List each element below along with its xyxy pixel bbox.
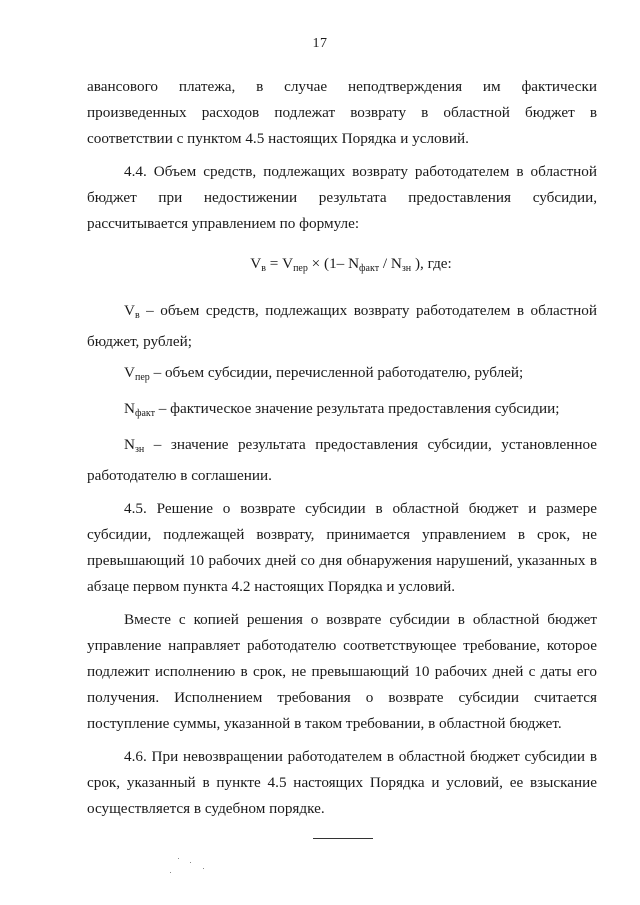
- definition-vper: $V_{пер}$ – объем субсидии, перечисленной работодателю, рублей;: [124, 364, 524, 383]
- scan-speck: [170, 872, 171, 873]
- scan-speck: [203, 868, 204, 869]
- paragraph-4-6: 4.6. При невозвращении работодателем в областной бюджет субсидии в срок, указанный в пункте 4.5 настоящих Порядка и условий, ее взыскание осуществляется в судебном порядке.: [87, 748, 597, 817]
- document-body: [87, 74, 597, 822]
- paragraph-together: Вместе с копией решения о возврате субсидии в областной бюджет управление направляет работодателю соответствующее требование, которое подлежит исполнению в срок, не превышающий 10 рабочих дней с даты его получения. Исполнением требования о возврате субсидии считается поступление суммы, указанной в таком требовании, в областной бюджет.: [87, 611, 597, 732]
- end-rule: [313, 838, 373, 839]
- formula: $V_в = V_{пер} \times (1-$ $N_{факт} / N_{зн}$ ), где:: [250, 255, 452, 274]
- definition-vv: $V_в$ – объем средств, подлежащих возврату работодателем в областной бюджет, рублей;: [87, 302, 597, 350]
- paragraph-4-5: 4.5. Решение о возврате субсидии в областной бюджет и размере субсидии, подлежащей возврату, принимается управлением в срок, не превышающий 10 рабочих дней со дня обнаружения нарушений, указанных в абзаце первом пункта 4.2 настоящих Порядка и условий.: [87, 500, 597, 595]
- page-number: 17: [312, 36, 328, 51]
- paragraph-continuation: авансового платежа, в случае неподтверждения им фактически произведенных расходов подлежат возврату в областной бюджет в соответствии с пунктом 4.5 настоящих Порядка и условий.: [87, 78, 597, 147]
- scan-speck: [190, 862, 191, 863]
- paragraph-4-4: 4.4. Объем средств, подлежащих возврату работодателем в областной бюджет при недостижении результата предоставления субсидии, рассчитывается управлением по формуле:: [87, 163, 597, 232]
- definition-nzn: $N_{зн}$ – значение результата предоставления субсидии, установленное работодателю в соглашении.: [87, 436, 597, 484]
- scan-speck: [178, 858, 179, 859]
- definition-nfakt: $N_{факт}$ – фактическое значение результата предоставления субсидии;: [124, 400, 560, 419]
